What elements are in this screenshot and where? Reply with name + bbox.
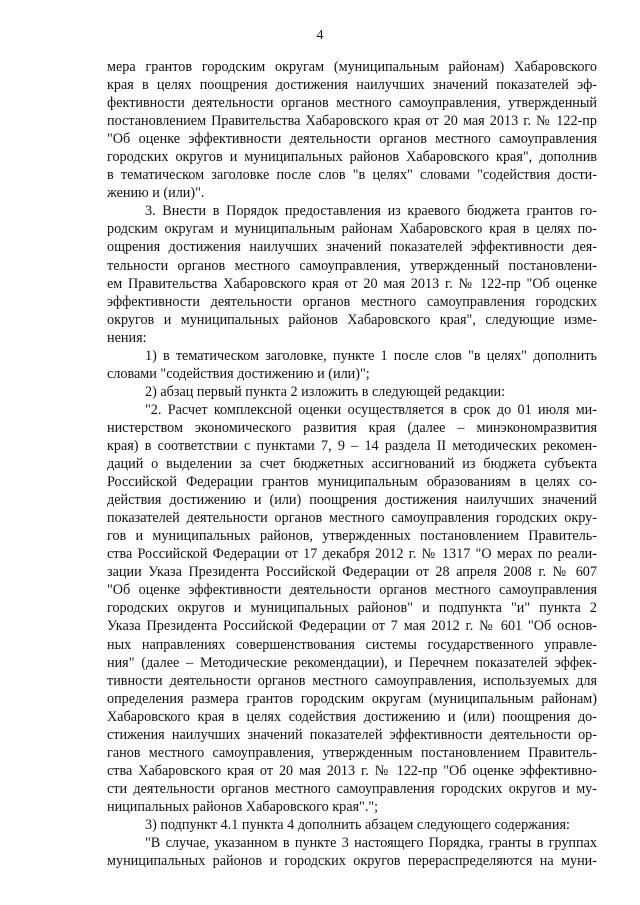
text-line: стижения наилучших значений показателей эффективности деятельности ор- <box>107 726 597 743</box>
text-line: края) в соответствии с пунктами 7, 9 – 14 раздела II методических рекомен- <box>107 437 597 454</box>
text-line: фективности деятельности органов местного самоуправления, утвержденный <box>107 95 597 112</box>
text-line: действия достижению и (или) поощрения достижения наилучших значений <box>107 492 597 509</box>
text-line: зации Указа Президента Российской Федерации от 28 апреля 2008 г. № 607 <box>107 564 597 581</box>
text-line: ния" (далее – Методические рекомендации), и Перечнем показателей эффек- <box>107 654 597 671</box>
text-line: ганов местного самоуправления, утвержденным постановлением Правитель- <box>107 744 597 761</box>
text-line: ства Хабаровского края от 20 мая 2013 г. № 122-пр "Об оценке эффективно- <box>107 762 597 779</box>
text-line: показателей деятельности органов местного самоуправления городских окру- <box>107 510 597 527</box>
text-line: "2. Расчет комплексной оценки осуществляется в срок до 01 июля ми- <box>145 401 597 418</box>
text-line: тивности деятельности органов местного самоуправления, используемых для <box>107 672 597 689</box>
text-line: 3. Внести в Порядок предоставления из краевого бюджета грантов го- <box>145 203 597 220</box>
text-line: 2) абзац первый пункта 2 изложить в следующей редакции: <box>145 383 506 400</box>
text-line: ства Российской Федерации от 17 декабря 2012 г. № 1317 "О мерах по реали- <box>107 546 597 563</box>
text-line: определения размера грантов городским округам (муниципальным районам) <box>107 690 597 707</box>
text-line: городских округов и муниципальных районов Хабаровского края", дополнив <box>107 149 597 166</box>
text-line: 3) подпункт 4.1 пункта 4 дополнить абзацем следующего содержания: <box>145 816 570 833</box>
text-line: "В случае, указанном в пункте 3 настоящего Порядка, гранты в группах <box>145 835 597 852</box>
text-line: нистерством экономического развития края (далее – минэкономразвития <box>107 419 597 436</box>
text-line: "Об оценке эффективности деятельности органов местного самоуправления <box>107 131 597 148</box>
text-line: родским округам и муниципальным районам Хабаровского края в целях по- <box>107 221 597 238</box>
text-line: ниципальных районов Хабаровского края"."; <box>107 798 379 815</box>
text-line: "Об оценке эффективности деятельности органов местного самоуправления <box>107 582 597 599</box>
text-line: Российской Федерации грантов муниципальным образованиям в целях со- <box>107 474 597 491</box>
text-line: словами "содействия достижению и (или)"; <box>107 365 370 382</box>
text-line: ных направлениях совершенствования системы государственного управле- <box>107 636 597 653</box>
text-line: сти деятельности органов местного самоуправления городских округов и му- <box>107 780 597 797</box>
text-line: тельности органов местного самоуправления, утвержденный постановлени- <box>107 257 597 274</box>
text-line: края в целях поощрения достижения наилучших значений показателей эф- <box>107 77 597 94</box>
text-line: постановлением Правительства Хабаровского края от 20 мая 2013 г. № 122-пр <box>107 113 597 130</box>
text-line: Указа Президента Российской Федерации от 7 мая 2012 г. № 601 "Об основ- <box>107 618 597 635</box>
document-body <box>107 58 597 870</box>
text-line: ощрения достижения наилучших значений показателей эффективности дея- <box>107 239 597 256</box>
text-line: даций о выделении за счет бюджетных ассигнований из бюджета субъекта <box>107 456 597 473</box>
text-line: жению и (или)". <box>107 185 205 202</box>
text-line: ем Правительства Хабаровского края от 20 мая 2013 г. № 122-пр "Об оценке <box>107 275 597 292</box>
text-line: мера грантов городским округам (муниципальным районам) Хабаровского <box>107 59 597 75</box>
text-line: муниципальных районов и городских округов перераспределяются на муни- <box>107 853 597 870</box>
page-number: 4 <box>316 28 324 43</box>
text-line: гов и муниципальных районов, утвержденных постановлением Правитель- <box>107 528 597 545</box>
text-line: округов и муниципальных районов Хабаровского края", следующие изме- <box>107 311 597 328</box>
text-line: городских округов и муниципальных районов" и подпункта "и" пункта 2 <box>107 600 597 617</box>
text-line: Хабаровского края в целях содействия достижению и (или) поощрения до- <box>107 708 597 725</box>
text-line: эффективности деятельности органов местного самоуправления городских <box>107 293 597 310</box>
text-line: в тематическом заголовке после слов "в целях" словами "содействия дости- <box>107 167 597 184</box>
text-line: 1) в тематическом заголовке, пункте 1 после слов "в целях" дополнить <box>145 347 597 364</box>
text-line: нения: <box>107 329 147 346</box>
